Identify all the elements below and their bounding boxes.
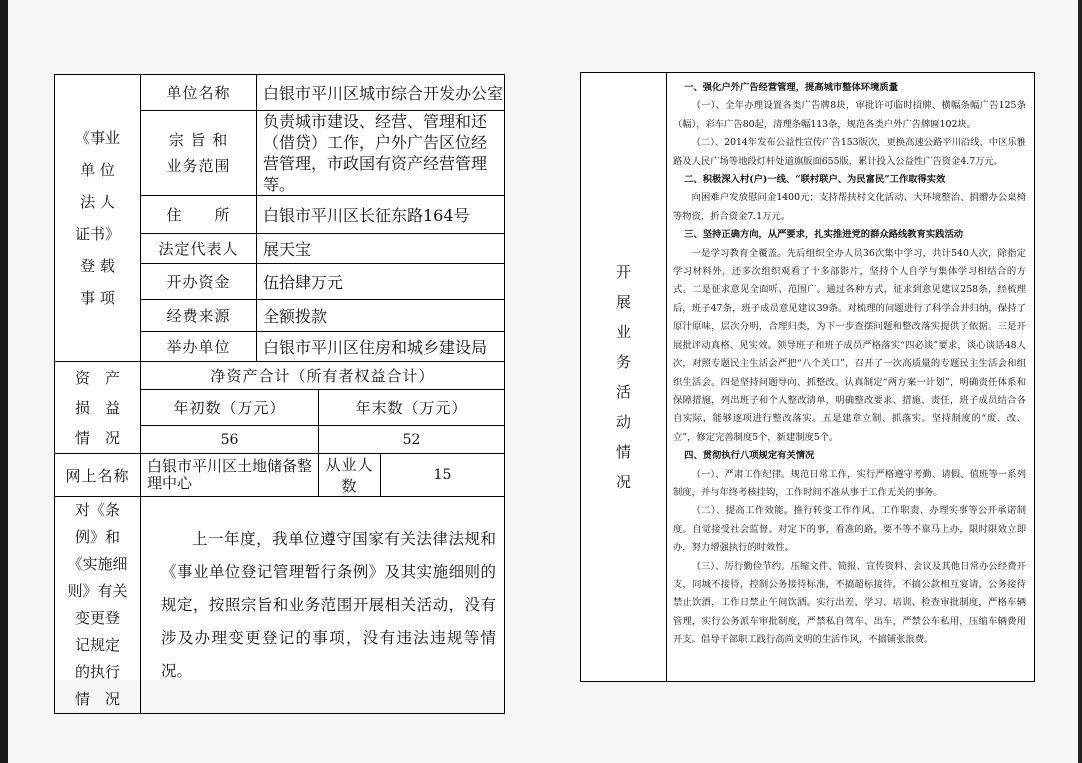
header-line: 事 项 <box>80 289 115 307</box>
sponsor-unit-label: 举办单位 <box>141 332 257 362</box>
paragraph: （三）、厉行勤俭节约。压缩文件、简报、宣传资料、会议及其他日常办公经费开支，同城不接待，控制公务接待标准，不搞超标接待，不搞公款相互宴请，公务接待禁止饮酒，工作日禁止午间饮酒。实行出差、学习、培训、检查审批制度，严格车辆管理，实行公务派车审批制度，严禁私自驾车、出车，严禁公车私用，压缩车辆费用开支。倡导干部职工践行高尚文明的生活作风，不搞铺张浪费。 <box>673 560 1026 646</box>
header-line: 登 载 <box>80 257 115 275</box>
header-line: 证书》 <box>74 225 120 243</box>
left-page <box>54 74 504 708</box>
compliance-statement <box>141 497 505 714</box>
header-line: 对《条 <box>74 501 120 519</box>
paragraph: （一）、严肃工作纪律。规范日常工作，实行严格遵守考勤、请假、值班等一系列制度，并与年终考核挂钩，工作时间不准从事于工作无关的事务。 <box>673 468 1026 498</box>
purpose-scope-label <box>141 111 257 196</box>
scan-border-left <box>0 0 8 763</box>
right-page <box>580 72 1034 682</box>
begin-year-value: 56 <box>141 426 319 454</box>
header-char: 动 <box>615 413 631 431</box>
staff-count-label: 从业人数 <box>319 454 381 497</box>
header-line: 的执行 <box>74 663 120 681</box>
section-heading: 二、积极深入村(户)一线、“联村联户、为民富民”工作取得实效 <box>684 174 946 186</box>
compliance-header <box>55 497 141 714</box>
header-char: 况 <box>615 473 631 491</box>
purpose-scope-value: 负责城市建设、经营、管理和还（借贷）工作，户外广告区位经营管理，市政国有资产经营管理等。 <box>257 111 505 196</box>
header-char: 务 <box>615 353 631 371</box>
header-line: 情 况 <box>74 690 120 708</box>
header-line: 损 益 <box>74 398 120 417</box>
header-char: 展 <box>615 293 631 311</box>
address-label: 住 所 <box>141 196 257 234</box>
paragraph: 向困难户发放慰问金1400元；支持帮扶村文化活动、大环境整治、捐赠办公桌椅等物资，折合资金7.1万元。 <box>673 192 1026 222</box>
registration-form-table <box>54 74 505 714</box>
address-value: 白银市平川区长征东路164号 <box>257 196 505 234</box>
header-char: 情 <box>615 443 631 461</box>
header-line: 情 况 <box>74 428 120 447</box>
business-activities-table <box>580 72 1035 682</box>
header-char: 活 <box>615 383 631 401</box>
header-char: 业 <box>615 323 631 341</box>
activities-content <box>667 73 1035 682</box>
compliance-text: 上一年度，我单位遵守国家有关法律法规和《事业单位登记管理暂行条例》及其实施细则的规定，按照宗旨和业务范围开展相关活动，没有涉及办理变更登记的事项，没有违法违规等情况。 <box>161 529 497 680</box>
online-name-label: 网上名称 <box>55 454 141 497</box>
scan-border-right <box>1078 0 1082 763</box>
paragraph: 一是学习教育全覆盖。先后组织全办人员36次集中学习，共计540人次，除指定学习材料外，还多次组织观看了十多部影片，坚持个人自学与集体学习相结合的方式。二是征求意见全面听、范围广。通过各种方式，征求到意见建议258条，经梳理后，班子47条，班子成员意见建议39条。对梳理的问题进行了科学合并归纳，保持了原汁原味，层次分明，合理归类，为下一步查摆问题和整改落实提供了依据。三是开展批评动真格、见实效。领导班子和班子成员严格落实“四必谈”要求，谈心谈话48人次，对照专题民主生活会严把“八个关口”，召开了一次高质量的专题民主生活会和组织生活会。四是坚持问题导向、抓整改。认真制定“两方案一计划”，明确责任体系和保障措施，列出班子和个人整改清单，明确整改要求、措施、责任，班子成员结合各自实际，能够逐项进行整改落实。五是建章立制、抓落实。坚持制度的“废、改、立”，修定完善制度5个，新建制度5个。 <box>673 247 1026 443</box>
unit-name-value: 白银市平川区城市综合开发办公室 <box>257 75 505 111</box>
assets-header <box>55 362 141 454</box>
header-line: 则》有关 <box>67 582 128 600</box>
net-assets-title: 净资产合计（所有者权益合计） <box>141 362 505 390</box>
end-year-value: 52 <box>319 426 505 454</box>
legal-rep-value: 展天宝 <box>257 234 505 264</box>
section-heading: 四、贯彻执行八项规定有关情况 <box>684 450 815 462</box>
section-heading: 三、坚持正确方向，从严要求，扎实推进党的群众路线教育实践活动 <box>684 229 964 241</box>
unit-name-label: 单位名称 <box>141 75 257 111</box>
online-name-value: 白银市平川区土地储备整理中心 <box>141 454 319 497</box>
paragraph: （二）、2014年发布公益性宣传广告153版次，更换高速公路平川沿线、中区乐雅路及人民广场等地段灯杆处道旗版面655版，累计投入公益性广告资金4.7万元。 <box>673 137 1026 167</box>
header-line: 《事业 <box>74 129 120 147</box>
staff-count-value: 15 <box>381 454 505 497</box>
header-line: 变更登 <box>74 609 120 627</box>
capital-label: 开办资金 <box>141 264 257 300</box>
certificate-items-header <box>55 75 141 362</box>
label-line: 宗 旨 和 <box>168 131 229 149</box>
label-line: 业务范围 <box>166 157 231 175</box>
paragraph: （一）、全年办理设置各类广告牌8块，审批许可临时招牌、横幅条幅广告125条（幅），彩车广告80起，清理条幅113条，规范各类户外广告牌匾102块。 <box>673 100 1026 130</box>
header-char: 开 <box>615 263 631 281</box>
header-line: 法 人 <box>80 193 115 211</box>
header-line: 《实施细 <box>67 555 128 573</box>
funding-source-value: 全额拨款 <box>257 300 505 332</box>
paragraph: （二）、提高工作效能。推行转变工作作风、工作职责、办理实事等公开承诺制度。自觉接受社会监督。对定下的事，看准的路，要不等不靠马上办，限时限效立即办，努力增强执行的时效性。 <box>673 505 1026 554</box>
activities-header <box>581 73 667 682</box>
capital-value: 伍拾肆万元 <box>257 264 505 300</box>
header-line: 记规定 <box>74 636 120 654</box>
header-line: 单 位 <box>80 161 115 179</box>
end-year-header: 年末数（万元） <box>319 390 505 426</box>
sponsor-unit-value: 白银市平川区住房和城乡建设局 <box>257 332 505 362</box>
header-line: 资 产 <box>74 368 120 387</box>
header-line: 例》和 <box>74 528 120 546</box>
section-heading: 一、强化户外广告经营管理，提高城市整体环境质量 <box>684 82 898 93</box>
begin-year-header: 年初数（万元） <box>141 390 319 426</box>
funding-source-label: 经费来源 <box>141 300 257 332</box>
legal-rep-label: 法定代表人 <box>141 234 257 264</box>
